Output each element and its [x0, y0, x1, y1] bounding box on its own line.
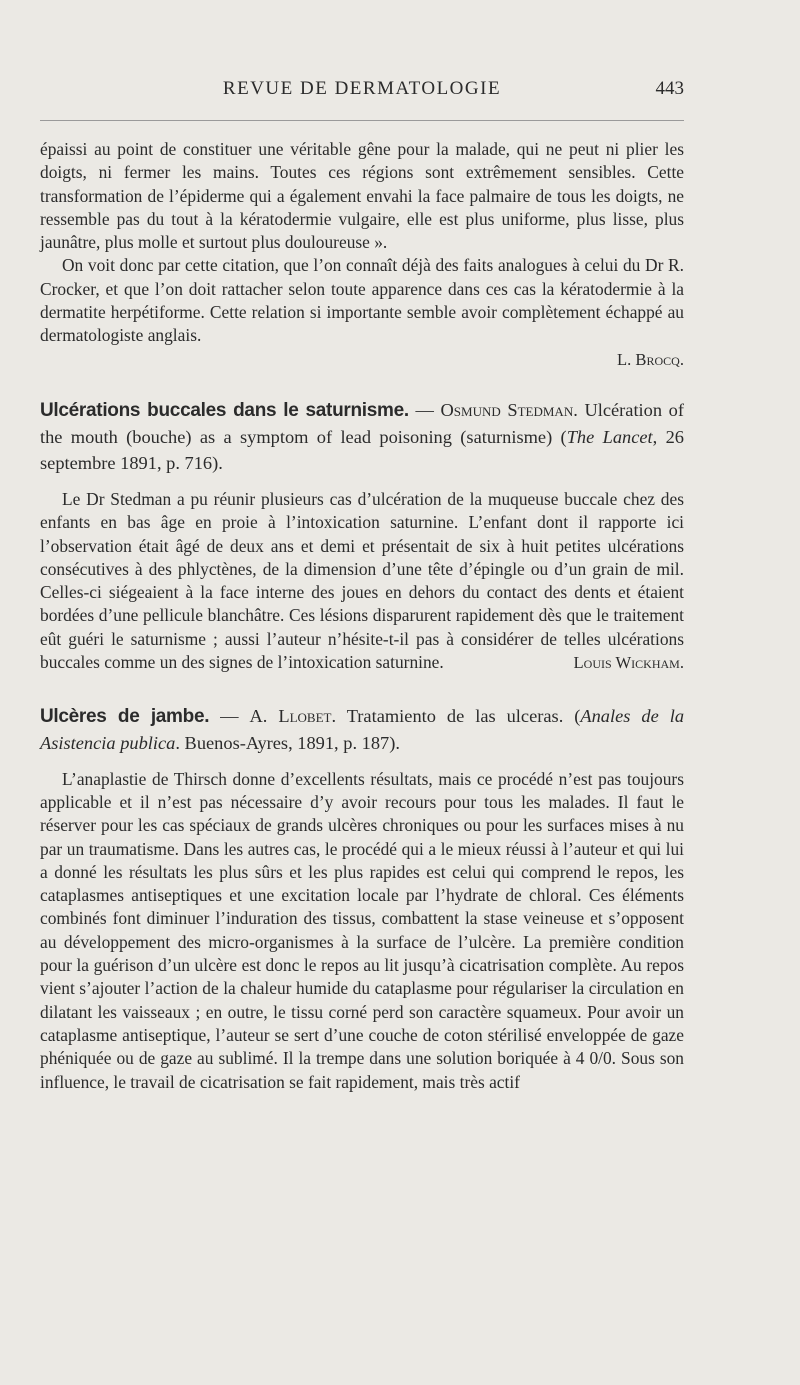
header-rule — [40, 120, 684, 121]
paragraph-continued: épaissi au point de constituer une véritable gêne pour la malade, qui ne peut ni plier les doigts, ni fermer les mains. Toutes ces régions sont extrêmement sensibles. Cette transformation de l’épiderme qui a également envahi la face palmaire de tous les doigts, ne ressemble pas du tout à la kératodermie vulgaire, elle est plus uniforme, plus lisse, plus jaunâtre, plus molle et surtout plus douloureuse ». — [40, 139, 684, 253]
text-column — [40, 138, 684, 1094]
running-title: REVUE DE DERMATOLOGIE — [222, 78, 502, 99]
reference-details: . Buenos-Ayres, 1891, p. 187). — [175, 732, 400, 753]
title-dash: — — [408, 399, 441, 420]
article-author: Osmund Stedman — [440, 399, 574, 420]
article-author: A. Llobet — [249, 705, 332, 726]
page-header — [40, 76, 684, 106]
article-title: Ulcérations buccales dans le saturnisme. — [40, 399, 409, 421]
signature — [40, 348, 684, 371]
journal-name: Anales de la Asistencia publica — [40, 705, 685, 753]
signature-text: L. Brocq. — [617, 349, 684, 369]
article-reference: . Tratamiento de las ulceras. ( — [331, 705, 581, 726]
page-number: 443 — [655, 78, 684, 99]
article-body: L’anaplastie de Thirsch donne d’excellents résultats, mais ce procédé n’est pas toujours applicable et il n’est pas nécessaire d’y avoir recours pour tous les malades. Il faut le réserver pour les cas spéciaux de grands ulcères chroniques ou pour les surfaces mises à nu par un traumatisme. Dans les autres cas, le procédé qui a le mieux réussi à l’auteur et qui lui a donné les résultats les plus sûrs et les plus rapides est celui qui comprend le repos, les cataplasmes antiseptiques et une excitation locale par l’hydrate de chloral. Ces éléments combinés font diminuer l’induration des tissus, combattent la stase veineuse et s’opposent au développement des micro-organismes à la surface de l’ulcère. La première condition pour la guérison d’un ulcère est donc le repos au lit jusqu’à cicatrisation complète. Au repos vient s’ajouter l’action de la chaleur humide du cataplasme pour régulariser la circulation en dilatant les vaisseaux ; en outre, le tissu corné perd son caractère squameux. Pour avoir un cataplasme antiseptique, l’auteur se sert d’une couche de coton stérilisé enveloppée de gaze phéniquée ou de gaze au sublimé. Il la trempe dans une solution boriquée à 4 0/0. Sous son influence, le travail de cicatrisation se fait rapidement, mais très actif — [40, 768, 684, 1092]
signature-text: Louis Wickham. — [573, 653, 684, 673]
reference-details: , 26 septembre 1891, p. 716). — [40, 426, 684, 473]
journal-name: The Lancet — [566, 426, 653, 447]
title-dash: — — [209, 705, 250, 726]
article-heading — [40, 397, 684, 476]
article-reference: . Ulcération of the mouth (bouche) as a symptom of lead poisoning (saturnisme) ( — [40, 399, 684, 447]
paragraph: On voit donc par cette citation, que l’on connaît déjà des faits analogues à celui du Dr R. Crocker, et que l’on doit rattacher selon toute apparence dans ces cas la kératodermie à la dermatite herpétiforme. Cette relation si importante semble avoir complètement échappé au dermatologiste anglais. — [40, 255, 684, 346]
article-title: Ulcères de jambe. — [40, 705, 210, 727]
article-heading — [40, 703, 684, 756]
article-body: Le Dr Stedman a pu réunir plusieurs cas d’ulcération de la muqueuse buccale chez des enfants en bas âge en proie à l’intoxication saturnine. L’enfant dont il rapporte ici l’observation était âgé de deux ans et demi et présentait de six à huit petites ulcérations consécutives à des phlyctènes, de la dimension d’une tête d’épingle ou d’un grain de mil. Celles-ci siégeaient à la face interne des joues en dehors du contact des dents et étaient bordées d’une pellicule blanchâtre. Ces lésions disparurent rapidement dès que le traitement eût guéri le saturnisme ; aussi l’auteur n’hésite-t-il pas à considérer de telles ulcérations buccales comme un des signes de l’intoxication saturnine. — [40, 488, 684, 673]
